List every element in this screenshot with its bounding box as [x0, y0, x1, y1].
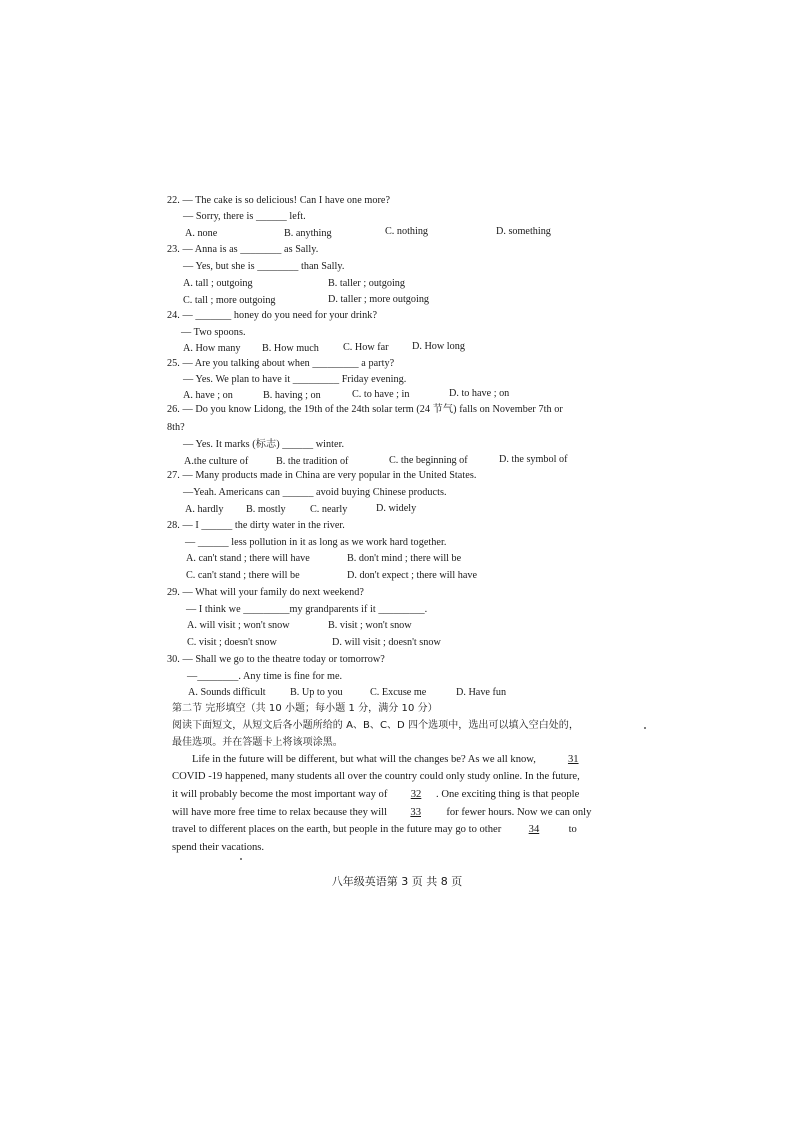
q22-answer-line: — Sorry, there is ______ left.	[183, 211, 306, 222]
q22-option-a: A. none	[185, 228, 218, 239]
q30-option-b: B. Up to you	[290, 687, 343, 698]
passage-text: Life in the future will be different, but what will the changes be? As we all know,	[192, 754, 536, 765]
q23-option-d: D. taller ; more outgoing	[328, 294, 430, 305]
q24-option-d: D. How long	[412, 341, 465, 352]
q26-option-d: D. the symbol of	[499, 454, 568, 465]
q25-option-d: D. to have ; on	[449, 388, 510, 399]
q30-option-a: A. Sounds difficult	[188, 687, 266, 698]
q30-answer-line: —________. Any time is fine for me.	[187, 671, 343, 682]
q25-question: 25. — Are you talking about when _________ a party?	[167, 358, 395, 369]
q25-option-c: C. to have ; in	[352, 389, 410, 400]
q27-option-a: A. hardly	[185, 504, 224, 515]
passage-line-1	[192, 753, 579, 766]
q27-option-b: B. mostly	[246, 504, 286, 515]
scan-speck	[644, 727, 646, 729]
blank-33: 33	[410, 807, 421, 818]
q26-question-cont: 8th?	[167, 422, 185, 433]
passage-line-5	[172, 823, 577, 836]
q22-option-b: B. anything	[284, 228, 332, 239]
q28-option-c: C. can't stand ; there will be	[186, 570, 300, 581]
q30-option-d: D. Have fun	[456, 687, 507, 698]
q30-option-c: C. Excuse me	[370, 687, 427, 698]
q29-question: 29. — What will your family do next weekend?	[167, 587, 364, 598]
passage-line-2: COVID -19 happened, many students all over the country could only study online. In the future,	[172, 771, 580, 782]
q28-option-b: B. don't mind ; there will be	[347, 553, 462, 564]
q29-answer-line: — I think we _________my grandparents if it _________.	[186, 604, 428, 615]
q26-option-a: A.the culture of	[184, 456, 249, 467]
q29-option-b: B. visit ; won't snow	[328, 620, 412, 631]
section2-instruction-2: 最佳选项。并在答题卡上将该项涂黑。	[172, 737, 343, 748]
section2-heading: 第二节 完形填空（共 10 小题；每小题 1 分，满分 10 分）	[172, 703, 438, 714]
blank-32: 32	[410, 789, 422, 800]
q29-option-a: A. will visit ; won't snow	[187, 620, 290, 631]
q23-question: 23. — Anna is as ________ as Sally.	[167, 244, 319, 255]
q29-option-c: C. visit ; doesn't snow	[187, 637, 277, 648]
q28-answer-line: — ______ less pollution in it as long as we work hard together.	[185, 537, 447, 548]
q24-question: 24. — _______ honey do you need for your drink?	[167, 310, 378, 321]
q26-question-text: 26. — Do you know Lidong, the 19th of the 24th solar term (24 节气) falls on November 7th or	[167, 404, 563, 415]
q23-option-a: A. tall ; outgoing	[183, 278, 253, 289]
q22-option-c: C. nothing	[385, 226, 429, 237]
passage-text: it will probably become the most important way of	[172, 789, 388, 800]
passage-line-3	[172, 788, 579, 801]
q26-option-b: B. the tradition of	[276, 456, 349, 467]
q27-answer-line: —Yeah. Americans can ______ avoid buying Chinese products.	[183, 487, 447, 498]
q23-option-c: C. tall ; more outgoing	[183, 295, 276, 306]
q24-option-b: B. How much	[262, 343, 319, 354]
q26-answer-line: — Yes. It marks (标志) ______ winter.	[183, 439, 345, 450]
q25-option-b: B. having ; on	[263, 390, 321, 401]
q24-answer-line: — Two spoons.	[181, 327, 246, 338]
q24-option-c: C. How far	[343, 342, 389, 353]
passage-text: . One exciting thing is that people	[436, 789, 580, 800]
blank-31: 31	[567, 754, 579, 765]
q30-question: 30. — Shall we go to the theatre today or tomorrow?	[167, 654, 385, 665]
passage-text: will have more free time to relax because they will	[172, 807, 388, 818]
q26-option-c: C. the beginning of	[389, 455, 468, 466]
passage-text: for fewer hours. Now we can only	[446, 807, 592, 818]
q25-answer-line: — Yes. We plan to have it _________ Friday evening.	[183, 374, 407, 385]
passage-line-6: spend their vacations.	[172, 842, 265, 853]
q22-question: 22. — The cake is so delicious! Can I have one more?	[167, 195, 391, 206]
q25-option-a: A. have ; on	[183, 390, 233, 401]
q27-question: 27. — Many products made in China are very popular in the United States.	[167, 470, 477, 481]
q23-answer-line: — Yes, but she is ________ than Sally.	[183, 261, 345, 272]
q28-option-d: D. don't expect ; there will have	[347, 570, 477, 581]
scan-speck	[240, 858, 242, 860]
q23-option-b: B. taller ; outgoing	[328, 278, 405, 289]
section2-instruction-1: 阅读下面短文，从短文后各小题所给的 A、B、C、D 四个选项中，选出可以填入空白处的，	[172, 720, 579, 731]
q28-option-a: A. can't stand ; there will have	[186, 553, 310, 564]
q28-question: 28. — I ______ the dirty water in the river.	[167, 520, 345, 531]
page-footer: 八年级英语第 3 页 共 8 页	[331, 875, 463, 888]
q27-option-d: D. widely	[376, 503, 417, 514]
q22-option-d: D. something	[496, 226, 551, 237]
passage-line-4	[172, 806, 591, 819]
q27-option-c: C. nearly	[310, 504, 348, 515]
q26-question	[167, 403, 563, 416]
passage-text: to	[568, 824, 577, 835]
passage-text: travel to different places on the earth, but people in the future may go to other	[172, 824, 502, 835]
blank-34: 34	[528, 824, 540, 835]
q24-option-a: A. How many	[183, 343, 241, 354]
q29-option-d: D. will visit ; doesn't snow	[332, 637, 441, 648]
